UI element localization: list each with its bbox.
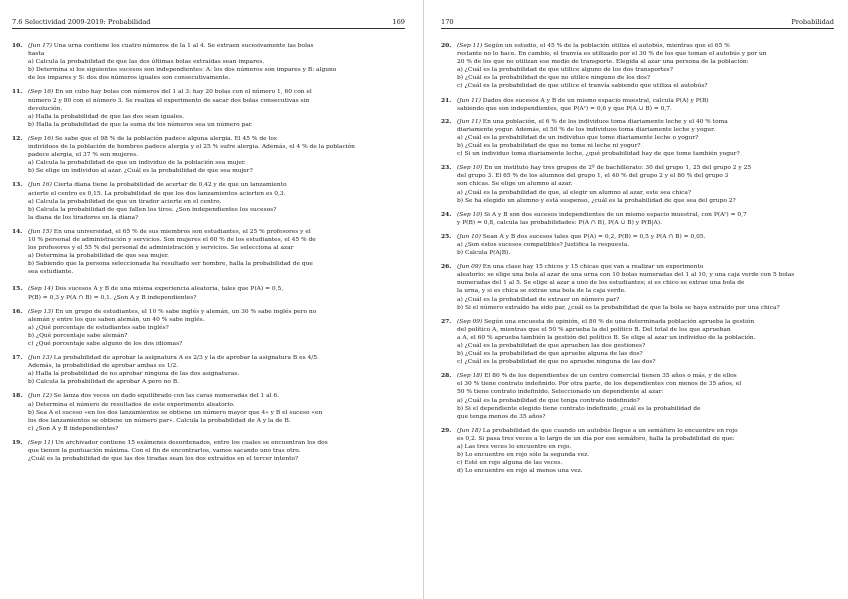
exercise-source: (Sep 14) [28, 286, 54, 293]
running-header [441, 17, 834, 27]
exercise-number: 12. [12, 134, 23, 142]
exercise-line [28, 88, 405, 96]
exercise-text: En un grupo de estudiantes, el 10 % sabe inglés y alemán, un 30 % sabe inglés pero no [55, 308, 317, 315]
exercise-number: 10. [12, 42, 23, 49]
exercise-text: a) ¿Cuál es la probabilidad de extraer un número par? [457, 296, 620, 303]
exercise-line [457, 189, 834, 197]
exercise-line [28, 135, 405, 143]
exercise-line [28, 159, 405, 167]
exercise-text: a) Halla la probabilidad de no aprobar ninguna de las dos asignaturas. [28, 371, 240, 378]
exercise-source: (Jun 09) [457, 264, 481, 271]
exercise-text: Según un estudio, el 45 % de la población utiliza el autobús, mientras que el 65 % [484, 43, 730, 49]
exercise-text: a) Determina la probabilidad de que sea mujer. [28, 253, 169, 260]
exercise-text: y P(B) = 0,8, calcula las probabilidades: P(A ∩ B), P(A ∪ B) y P(B|A). [457, 219, 662, 226]
exercise-line [457, 435, 834, 443]
exercise-item [12, 88, 405, 128]
exercise-text: individuos de la población de hombres padece alergia y el 25 % sufre alergia. Además, el 4 % de la población [28, 144, 355, 151]
section-title: 7.6 Selectividad 2009-2019: Probabilidad [12, 18, 151, 26]
exercise-item [441, 118, 834, 158]
exercise-item [441, 318, 834, 367]
exercise-line [28, 58, 405, 66]
exercise-line [457, 211, 834, 219]
exercise-text: b) Calcula la probabilidad de aprobar A pero no B. [28, 379, 180, 386]
exercise-text: b) Sabiendo que la persona seleccionada ha resultado ser hombre, halla la probabilidad de que [28, 261, 313, 268]
exercise-text: b) Sea A el suceso «en los dos lanzamientos se obtiene un número mayor que 4» y B el suceso «en [28, 409, 323, 416]
exercise-number: 18. [12, 392, 23, 400]
exercise-source: (Jun 18) [457, 427, 481, 434]
exercise-item [441, 164, 834, 204]
exercise-text: b) Determina si los siguientes sucesos son independientes: A: los dos números son impares y B: alguno [28, 67, 337, 74]
exercise-text: b) ¿Cuál es la probabilidad de que no utilice ninguno de los dos? [457, 75, 651, 82]
page-number: 170 [441, 18, 454, 26]
exercise-text: alemán y entre los que saben alemán, un 40 % sabe inglés. [28, 316, 205, 323]
exercise-source: (Jun 13) [28, 355, 52, 362]
exercise-line [457, 350, 834, 358]
exercise-source: (Sep 10) [457, 165, 483, 172]
exercise-line [28, 285, 405, 293]
exercise-line [457, 50, 834, 58]
exercise-line [457, 380, 834, 388]
exercise-text: sea estudiante. [28, 269, 74, 276]
exercise-number: 16. [12, 307, 23, 315]
exercise-number: 19. [12, 438, 23, 446]
exercise-item [12, 392, 405, 432]
exercise-line [457, 241, 834, 249]
exercise-line [28, 151, 405, 159]
exercise-text: los profesores y el 55 % del personal de administración y servicios. Se selecciona al azar [28, 245, 294, 252]
exercise-line [457, 372, 834, 380]
exercise-line [28, 214, 405, 222]
exercise-line [28, 378, 405, 386]
exercise-number: 26. [441, 263, 452, 271]
exercise-text: b) Se elige un individuo al azar. ¿Cuál es la probabilidad de que sea mujer? [28, 168, 253, 175]
exercise-list [12, 42, 405, 463]
exercise-line [28, 455, 405, 463]
exercise-line [28, 268, 405, 276]
exercise-line [457, 397, 834, 405]
exercise-line [457, 318, 834, 326]
exercise-line [457, 105, 834, 113]
exercise-number: 15. [12, 285, 23, 293]
exercise-source: (Sep 10) [457, 211, 483, 218]
exercise-text: Sean A y B dos sucesos tales que P(A) = 0,2, P(B) = 0,5 y P(A ∩ B) = 0,05. [482, 233, 706, 240]
exercise-item [12, 354, 405, 386]
exercise-line [457, 296, 834, 304]
exercise-text: aleatorio: se elige una bola al azar de una urna con 10 bolas numeradas del 1 al 10, y una caja verde con 5 bolas [457, 272, 795, 279]
exercise-line [28, 409, 405, 417]
exercise-source: (Jun 17) [28, 43, 52, 49]
exercise-line [457, 388, 834, 396]
exercise-line [28, 260, 405, 268]
exercise-text: numeradas del 1 al 5. Se elige al azar a uno de los estudiantes; si es chico se extrae una bola de [457, 280, 745, 287]
exercise-line [28, 401, 405, 409]
exercise-text: diariamente yogur. Además, el 50 % de los individuos toma diariamente leche y yogur. [457, 126, 716, 133]
exercise-text: En una población, el 6 % de los individuos toma diariamente leche y el 40 % toma [482, 118, 728, 125]
exercise-text: c) ¿Son A y B independientes? [28, 425, 119, 432]
exercise-text: b) Calcula P(A|B). [457, 250, 511, 257]
exercise-text: a) ¿Cuál es la probabilidad de que utilice alguno de los dos transportes? [457, 67, 673, 74]
exercise-item [12, 439, 405, 463]
exercise-text: del grupo 3. El 65 % de los alumnos del grupo 1, el 40 % del grupo 2 y el 80 % del grupo 3 [457, 173, 729, 180]
exercise-line [457, 287, 834, 295]
exercise-number: 14. [12, 227, 23, 235]
exercise-line [457, 405, 834, 413]
exercise-source: (Jun 15) [28, 228, 52, 235]
exercise-line [28, 228, 405, 236]
exercise-line [457, 342, 834, 350]
running-header [12, 17, 405, 27]
exercise-number: 24. [441, 210, 452, 218]
exercise-text: Si A y B son dos sucesos independientes de un mismo espacio muestral, con P(Aᶜ) = 0,7 [484, 211, 747, 218]
exercise-item [441, 427, 834, 476]
exercise-text: Se sabe que el 98 % de la población padece alguna alergia. El 45 % de los [55, 135, 277, 142]
exercise-line [457, 58, 834, 66]
exercise-line [457, 150, 834, 158]
exercise-text: a) ¿Qué porcentaje de estudiantes sabe inglés? [28, 324, 169, 331]
exercise-source: (Sep 16) [28, 135, 54, 142]
exercise-text: 10 % personal de administración y servicios. Son mujeres el 60 % de los estudiantes, el 45 % de [28, 236, 316, 243]
exercise-text: Además, la probabilidad de aprobar ambas es 1/2. [28, 363, 179, 370]
exercise-text: c) Esté en rojo alguna de las veces. [457, 460, 563, 467]
exercise-line [28, 439, 405, 447]
exercise-line [28, 121, 405, 129]
exercise-text: Se lanza dos veces un dado equilibrado con las caras numeradas del 1 al 6. [53, 393, 280, 400]
exercise-source: (Sep 13) [28, 308, 54, 315]
exercise-text: c) ¿Cuál es la probabilidad de que no apruebe ninguna de las dos? [457, 359, 656, 366]
exercise-text: La probabilidad de aprobar la asignatura A es 2/3 y la de aprobar la asignatura B es 4/5. [53, 355, 319, 362]
exercise-line [457, 233, 834, 241]
exercise-line [28, 294, 405, 302]
exercise-item [12, 42, 405, 82]
exercise-text: d) Lo encuentre en rojo al menos una vez. [457, 468, 583, 475]
exercise-line [28, 42, 405, 50]
exercise-line [28, 66, 405, 74]
exercise-text: Una urna contiene los cuatro números de la 1 al 4. Se extraen sucesivamente las bolas [53, 43, 314, 49]
exercise-text: a) ¿Cuál es la probabilidad de que aprueben las dos gestiones? [457, 343, 646, 349]
exercise-text: Cierta diana tiene la probabilidad de acertar de 0,42 y de que un lanzamiento [53, 182, 287, 189]
exercise-list [441, 42, 834, 475]
exercise-text: a) Calcula la probabilidad de que las dos últimas bolas extraídas sean impares. [28, 59, 265, 66]
exercise-text: c) ¿Qué porcentaje sabe alguno de los dos idiomas? [28, 341, 183, 347]
exercise-line [457, 126, 834, 134]
page-number: 169 [392, 18, 405, 26]
exercise-number: 21. [441, 96, 452, 104]
exercise-text: En un cubo hay bolas con números del 1 al 3: hay 20 bolas con el número 1, 60 con el [55, 89, 312, 96]
exercise-text: b) Si el dependiente elegido tiene contrato indefinido, ¿cuál es la probabilidad de [457, 405, 701, 412]
exercise-number: 23. [441, 164, 452, 172]
exercise-text: a) ¿Cuál es la probabilidad de que, al elegir un alumno al azar, este sea chica? [457, 189, 692, 196]
exercise-line [28, 370, 405, 378]
exercise-text: a) ¿Cuál es la probabilidad de que tenga contrato indefinido? [457, 397, 640, 404]
exercise-line [28, 324, 405, 332]
exercise-text: b) ¿Qué porcentaje sabe alemán? [28, 332, 128, 339]
exercise-text: del político A, mientras que el 50 % aprueba la del político B. Del total de los que aprueban [457, 326, 731, 333]
exercise-text: que tienen la puntuación máxima. Con el fin de encontrarlos, vamos sacando uno tras otro. [28, 448, 301, 455]
exercise-line [28, 354, 405, 362]
exercise-item [441, 42, 834, 91]
exercise-text: b) ¿Cuál es la probabilidad de que no tome ni leche ni yogur? [457, 143, 641, 150]
exercise-text: a) Las tres veces lo encuentre en rojo. [457, 444, 572, 451]
exercise-text: los dos lanzamientos se obtiene un número par». Calcula la probabilidad de A y la de B. [28, 417, 291, 424]
exercise-source: (Sep 09) [457, 318, 483, 325]
exercise-source: (Sep 11) [457, 43, 483, 49]
exercise-number: 20. [441, 42, 452, 49]
exercise-line [457, 279, 834, 287]
exercise-text: el 30 % tiene contrato indefinido. Por otra parte, de los dependientes con menos de 35 años, el [457, 381, 742, 388]
exercise-number: 25. [441, 232, 452, 240]
exercise-line [457, 249, 834, 257]
exercise-source: (Jun 16) [28, 182, 52, 189]
exercise-number: 27. [441, 317, 452, 325]
exercise-text: a) Calcula la probabilidad de que un tirador acierte en el centro. [28, 198, 222, 205]
exercise-text: En un instituto hay tres grupos de 2º de bachillerato: 30 del grupo 1, 25 del grupo 2 y 25 [484, 165, 752, 172]
exercise-line [457, 197, 834, 205]
exercise-text: b) Calcula la probabilidad de que fallen los tiros. ¿Son independientes los sucesos? [28, 206, 277, 213]
exercise-source: (Jun 11) [457, 118, 481, 125]
exercise-item [441, 97, 834, 113]
exercise-line [457, 142, 834, 150]
exercise-text: Dos sucesos A y B de una misma experiencia aleatoria, tales que P(A) = 0,5, [55, 286, 284, 293]
exercise-number: 17. [12, 354, 23, 362]
exercise-line [457, 74, 834, 82]
exercise-text: la diana de los tiradores en la diana? [28, 214, 139, 221]
exercise-line [28, 167, 405, 175]
exercise-text: padece alergia, el 37 % son mujeres. [28, 152, 139, 159]
exercise-text: que tenga menos de 35 años? [457, 413, 546, 420]
exercise-line [28, 74, 405, 82]
exercise-item [12, 228, 405, 277]
exercise-line [457, 451, 834, 459]
exercise-source: (Sep 11) [28, 439, 54, 446]
exercise-text: Según una encuesta de opinión, el 80 % de una determinada población aprueba la gestión [484, 318, 755, 325]
exercise-number: 29. [441, 426, 452, 434]
exercise-line [28, 362, 405, 370]
exercise-line [457, 82, 834, 90]
exercise-number: 28. [441, 372, 452, 380]
exercise-text: c) ¿Cuál es la probabilidad de que utilice el tranvía sabiendo que utiliza el autobús? [457, 83, 708, 90]
page-gutter [423, 0, 424, 599]
exercise-text: 20 % de los que no utilizan ese medio de transporte. Elegida al azar una persona de la población: [457, 59, 749, 66]
exercise-line [457, 134, 834, 142]
header-rule [441, 28, 834, 29]
exercise-line [28, 316, 405, 324]
exercise-line [28, 113, 405, 121]
exercise-line [457, 358, 834, 366]
exercise-line [28, 105, 405, 113]
exercise-text: b) Si el número extraído ha sido par, ¿cuál es la probabilidad de que la bola se haya extraído por una chica? [457, 304, 780, 311]
exercise-text: b) Se ha elegido un alumno y está suspenso, ¿cuál es la probabilidad de que sea del grupo 2? [457, 197, 736, 204]
exercise-line [457, 271, 834, 279]
exercise-text: La probabilidad de que cuando un autobús llegue a un semáforo lo encuentre en rojo [482, 427, 738, 434]
exercise-text: sabiendo que son independientes, que P(Aᶜ) = 0,6 y que P(A ∪ B) = 0,7. [457, 105, 672, 112]
exercise-line [28, 206, 405, 214]
exercise-line [457, 459, 834, 467]
exercise-line [28, 308, 405, 316]
exercise-line [28, 181, 405, 189]
exercise-text: 50 % tiene contrato indefinido. Seleccionado un dependiente al azar: [457, 389, 664, 396]
exercise-text: Un archivador contiene 15 exámenes desordenados, entre los cuales se encuentran los dos [55, 439, 328, 446]
exercise-line [28, 50, 405, 58]
exercise-text: Dados dos sucesos A y B de un mismo espacio muestral, calcula P(A) y P(B) [482, 97, 709, 104]
exercise-text: de los impares y S: dos dos números iguales son consecutivamente. [28, 75, 231, 82]
exercise-line [28, 447, 405, 455]
exercise-text: P(B) = 0,3 y P(A ∩ B) = 0,1. ¿Son A y B independientes? [28, 294, 197, 301]
exercise-line [28, 340, 405, 348]
exercise-text: son chicas. Se elige un alumno al azar. [457, 181, 573, 188]
exercise-line [457, 118, 834, 126]
exercise-line [28, 97, 405, 105]
header-rule [12, 28, 405, 29]
exercise-item [12, 285, 405, 301]
exercise-text: c) Si un individuo toma diariamente leche, ¿qué probabilidad hay de que tome también yogur? [457, 151, 740, 158]
exercise-line [28, 236, 405, 244]
exercise-text: es 0,2. Si pasa tres veces a lo largo de un día por ese semáforo, halla la probabilidad de que: [457, 435, 735, 442]
exercise-number: 13. [12, 181, 23, 189]
exercise-line [457, 263, 834, 271]
exercise-line [457, 172, 834, 180]
exercise-item [441, 233, 834, 257]
right-page [429, 0, 848, 599]
exercise-text: ¿Cuál es la probabilidad de que las dos tiradas sean los dos extraídos en el tercer intento? [28, 456, 299, 463]
exercise-line [457, 219, 834, 227]
exercise-item [441, 211, 834, 227]
exercise-text: a) Calcula la probabilidad de que un individuo de la población sea mujer. [28, 160, 246, 167]
exercise-source: (Sep 18) [457, 373, 483, 380]
exercise-line [457, 97, 834, 105]
exercise-text: a) Halla la probabilidad de que las dos sean iguales. [28, 113, 184, 120]
exercise-text: b) Lo encuentre en rojo sólo la segunda vez. [457, 452, 590, 459]
exercise-number: 22. [441, 117, 452, 125]
exercise-line [28, 392, 405, 400]
exercise-number: 11. [12, 88, 23, 96]
exercise-item [441, 263, 834, 312]
exercise-line [457, 413, 834, 421]
exercise-line [28, 252, 405, 260]
exercise-line [457, 164, 834, 172]
exercise-item [12, 308, 405, 348]
exercise-text: a) ¿Cuál es la probabilidad de un individuo que tome diariamente leche o yogur? [457, 134, 699, 141]
exercise-text: acierte el centro es 0,15. La probabilidad de que los dos lanzamientos acierten es 0,3. [28, 190, 286, 197]
exercise-line [28, 143, 405, 151]
exercise-text: a) ¿Son estos sucesos compatibles? Justifica la respuesta. [457, 241, 630, 248]
exercise-line [457, 427, 834, 435]
exercise-item [441, 372, 834, 421]
exercise-text: El 80 % de los dependientes de un centro comercial tienen 35 años o más, y de ellos [484, 373, 737, 380]
left-page [0, 0, 419, 599]
exercise-source: (Jun 12) [28, 393, 52, 400]
exercise-line [28, 425, 405, 433]
exercise-text: b) Halla la probabilidad de que la suma de los números sea un número par. [28, 121, 253, 128]
exercise-item [12, 135, 405, 175]
exercise-line [28, 190, 405, 198]
exercise-line [457, 66, 834, 74]
exercise-line [28, 417, 405, 425]
exercise-text: número 2 y 80 con el número 3. Se realiza el experimento de sacar dos bolas consecutivas sin [28, 97, 310, 104]
exercise-line [457, 304, 834, 312]
exercise-text: b) ¿Cuál es la probabilidad de que apruebe alguna de las dos? [457, 351, 643, 358]
exercise-line [457, 467, 834, 475]
exercise-line [457, 42, 834, 50]
exercise-text: la urna, y si es chica se extrae una bola de la caja verde. [457, 288, 626, 295]
exercise-line [457, 180, 834, 188]
exercise-source: (Jun 10) [457, 233, 481, 240]
exercise-text: restante no lo hace. En cambio, el tranvía es utilizado por el 30 % de los que toman el autobús y por un [457, 51, 767, 58]
exercise-line [457, 443, 834, 451]
exercise-source: (Sep 16) [28, 89, 54, 96]
exercise-text: a) Determina el número de resultados de este experimento aleatorio. [28, 401, 235, 408]
exercise-text: hasta [28, 51, 45, 58]
exercise-line [28, 332, 405, 340]
exercise-line [457, 326, 834, 334]
exercise-text: devolución. [28, 105, 63, 112]
exercise-line [457, 334, 834, 342]
section-title: Probabilidad [791, 18, 834, 26]
exercise-source: (Jun 11) [457, 97, 481, 104]
exercise-line [28, 244, 405, 252]
exercise-text: En una universidad, el 65 % de sus miembros son estudiantes, el 25 % profesores y el [53, 228, 311, 235]
exercise-item [12, 181, 405, 221]
exercise-line [28, 198, 405, 206]
exercise-text: En una clase hay 15 chicos y 15 chicas que van a realizar un experimento [482, 264, 704, 271]
exercise-text: a A, el 60 % aprueba también la gestión del político B. Se elige al azar un individuo de la población. [457, 334, 756, 341]
